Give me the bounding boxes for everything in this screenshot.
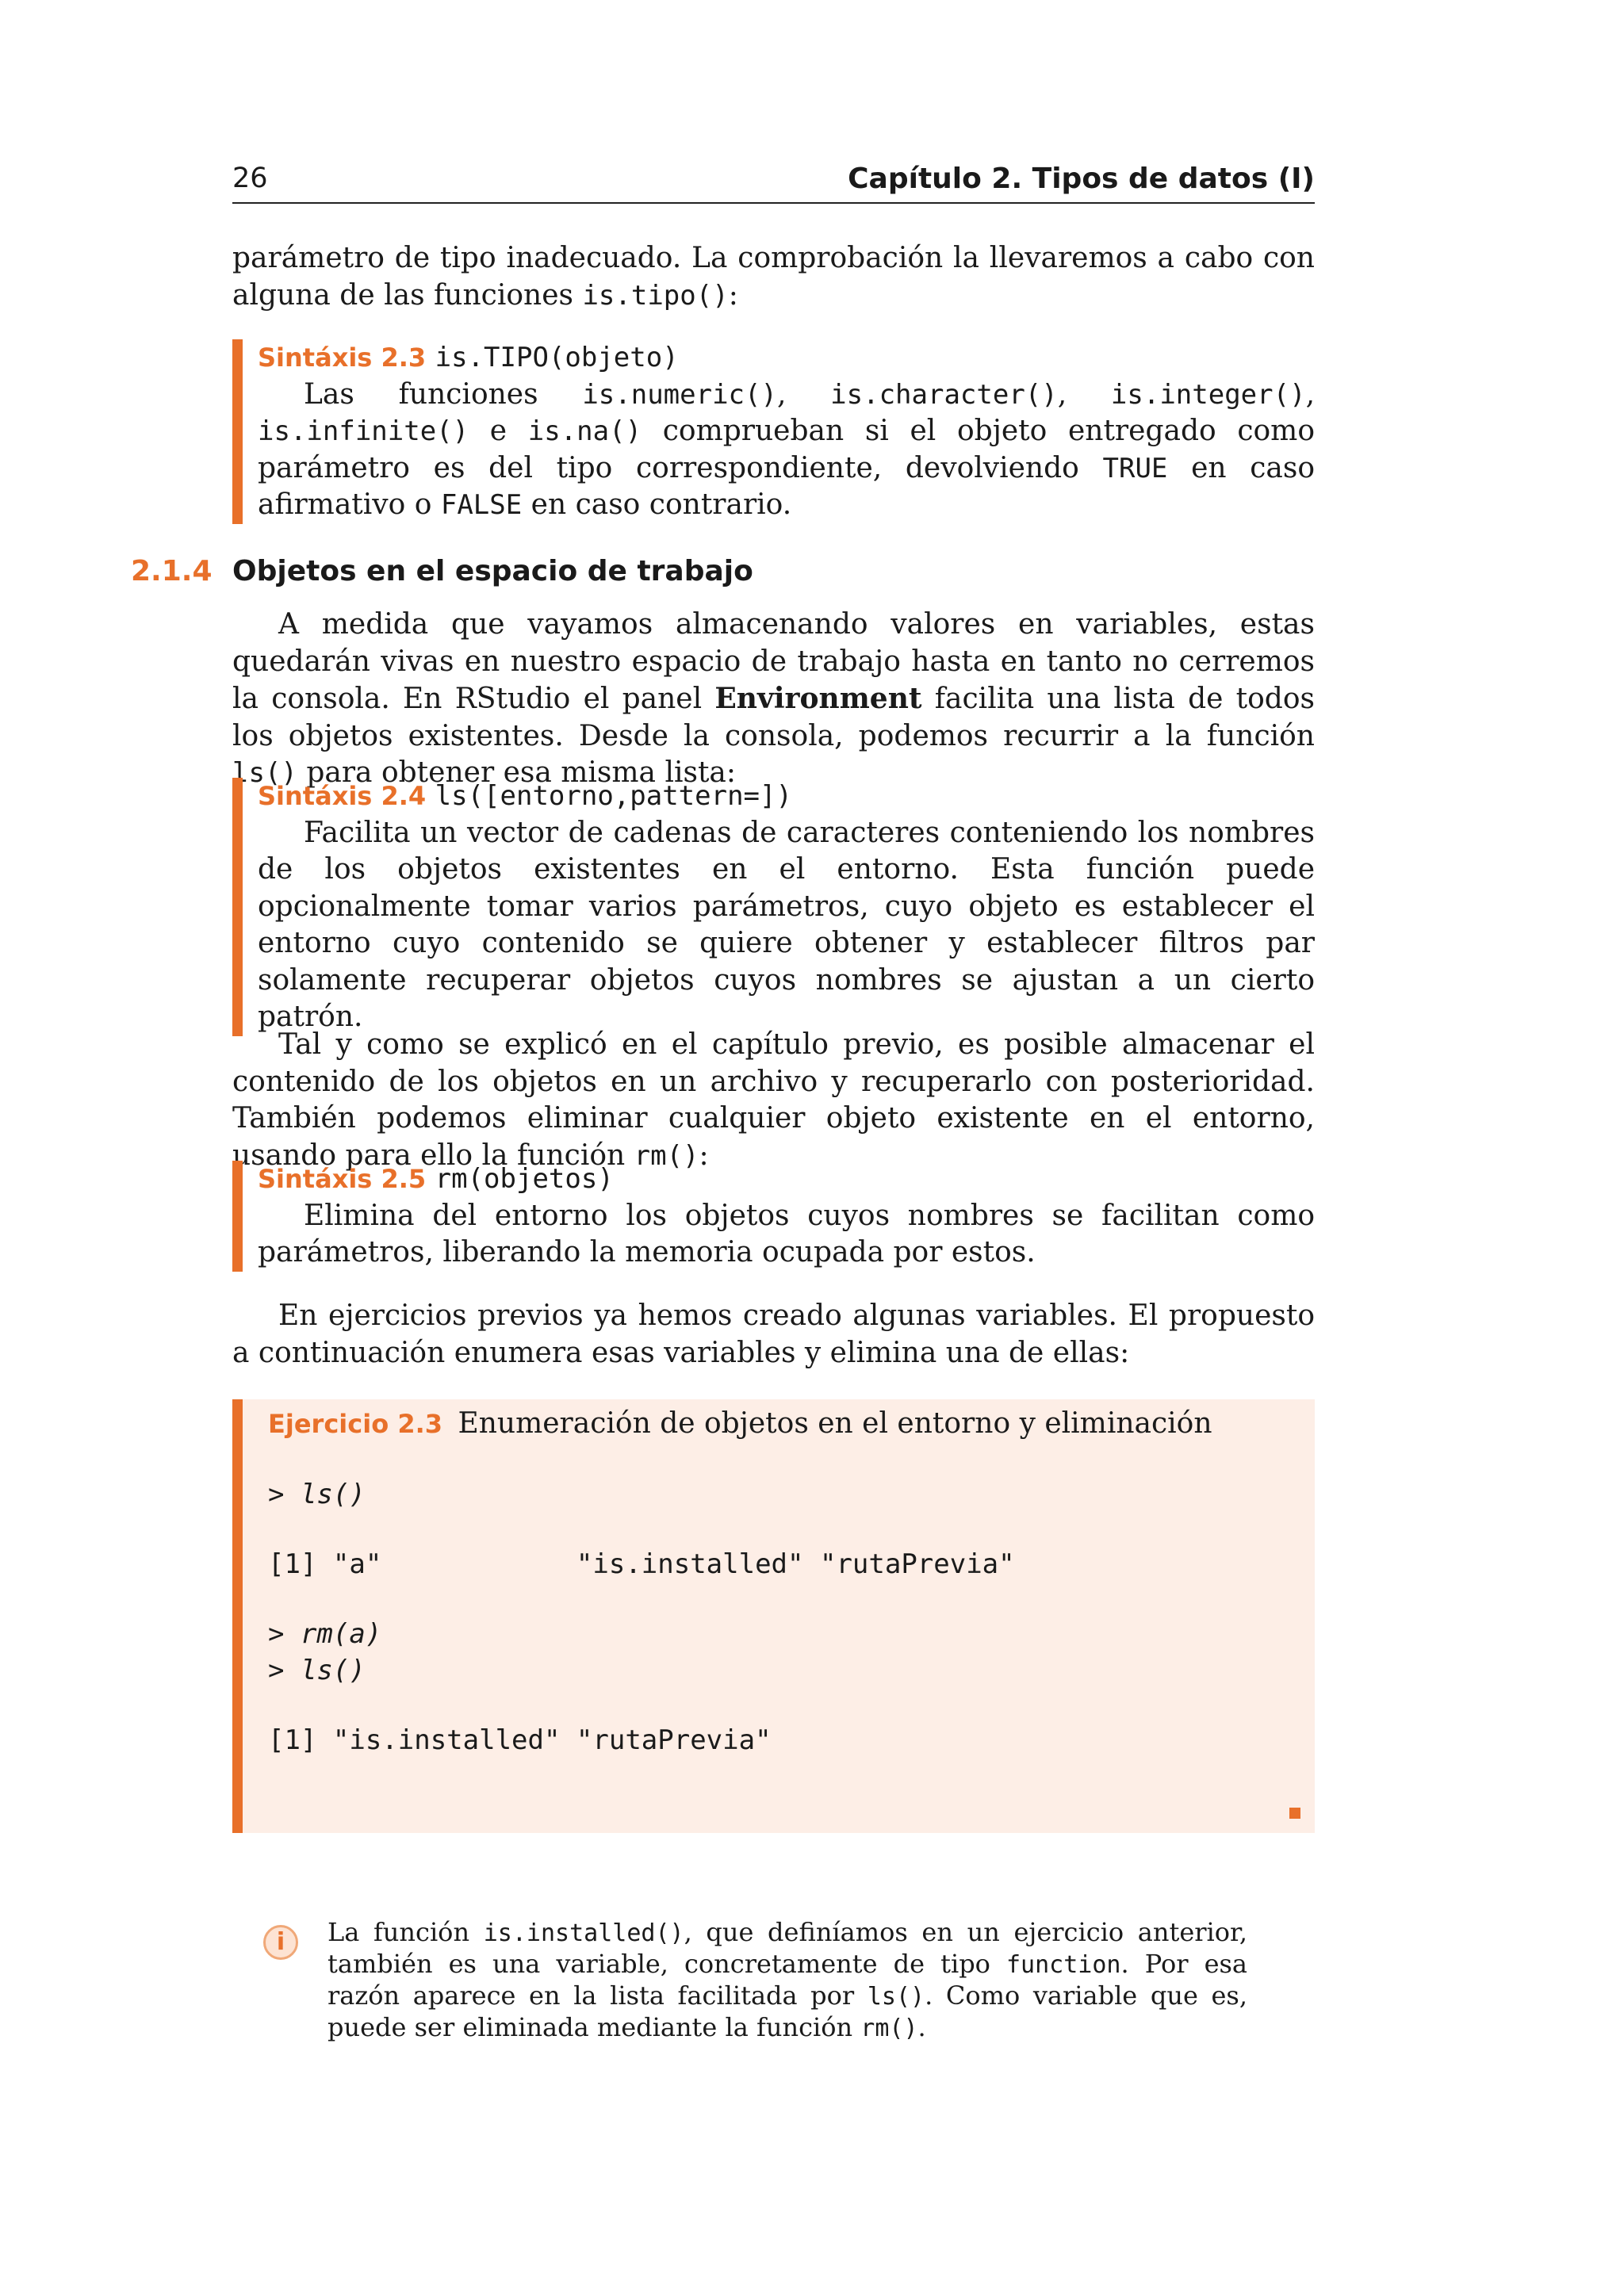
syntax-box-2-3: Sintáxis 2.3 is.TIPO(objeto) Las funciones is.numeric(), is.character(), is.integer(), is.infinite() e is.na() comprueban si el objeto entregado como parámetro es del tipo correspondiente, devolviendo TRUE en caso afirmativo o FALSE en caso contrario. bbox=[232, 339, 1315, 524]
syntax-signature: is.TIPO(objeto) bbox=[435, 342, 679, 373]
page-number: 26 bbox=[232, 163, 268, 194]
paragraph-rm: Tal y como se explicó en el capítulo previo, es posible almacenar el contenido de los objetos en un archivo y recuperarlo con posterioridad. También podemos eliminar cualquier objeto existente en el entorno, usando para ello la función rm(): bbox=[232, 1028, 1315, 1172]
info-note: La función is.installed(), que definíamos en un ejercicio anterior, también es una variable, concretamente de tipo function. Por esa razón aparece en la lista facilitada por ls(). Como variable que es, puede ser eliminada mediante la función rm(). bbox=[327, 1917, 1248, 2042]
syntax-label: Sintáxis 2.5 bbox=[258, 1164, 427, 1194]
syntax-box-2-5: Sintáxis 2.5 rm(objetos) Elimina del entorno los objetos cuyos nombres se facilitan como parámetros, liberando la memoria ocupada por estos. bbox=[232, 1161, 1315, 1272]
syntax-signature: rm(objetos) bbox=[435, 1163, 614, 1195]
code-command: > ls() bbox=[268, 1655, 366, 1686]
section-number: 2.1.4 bbox=[131, 555, 213, 587]
page-header bbox=[232, 163, 1315, 204]
exercise-box-2-3 bbox=[232, 1399, 1315, 1833]
section-title: Objetos en el espacio de trabajo bbox=[232, 555, 753, 587]
syntax-label: Sintáxis 2.4 bbox=[258, 781, 427, 811]
code-output: [1] "a" "is.installed" "rutaPrevia" bbox=[268, 1548, 1015, 1580]
paragraph-exercise-intro: En ejercicios previos ya hemos creado algunas variables. El propuesto a continuación enumera esas variables y elimina una de ellas: bbox=[232, 1299, 1315, 1369]
end-of-exercise-mark bbox=[1289, 1808, 1300, 1819]
code-output: [1] "is.installed" "rutaPrevia" bbox=[268, 1724, 772, 1756]
exercise-label: Ejercicio 2.3 bbox=[268, 1409, 442, 1439]
paragraph-intro: parámetro de tipo inadecuado. La comprobación la llevaremos a cabo con alguna de las funciones is.tipo(): bbox=[232, 242, 1315, 312]
exercise-title: Enumeración de objetos en el entorno y eliminación bbox=[458, 1407, 1212, 1440]
paragraph-workspace: A medida que vayamos almacenando valores en variables, estas quedarán vivas en nuestro espacio de trabajo hasta en tanto no cerremos la consola. En RStudio el panel Environment facilita una lista de todos los objetos existentes. Desde la consola, podemos recurrir a la función ls() para obtener esa misma lista: bbox=[232, 608, 1315, 789]
chapter-title: Capítulo 2. Tipos de datos (I) bbox=[848, 163, 1315, 195]
exercise-heading bbox=[268, 1407, 1212, 1440]
code-command: > ls() bbox=[268, 1479, 366, 1510]
syntax-box-2-4: Sintáxis 2.4 ls([entorno,pattern=]) Facilita un vector de cadenas de caracteres conteniendo los nombres de los objetos existentes en el entorno. Esta función puede opcionalmente tomar varios parámetros, cuyo objeto es establecer el entorno cuyo contenido se quiere obtener y establecer filtros par solamente recuperar objetos cuyos nombres se ajustan a un cierto patrón. bbox=[232, 778, 1315, 1036]
syntax-signature: ls([entorno,pattern=]) bbox=[435, 780, 792, 812]
code-command: > rm(a) bbox=[268, 1618, 382, 1650]
info-icon: i bbox=[263, 1925, 298, 1960]
syntax-label: Sintáxis 2.3 bbox=[258, 342, 427, 373]
